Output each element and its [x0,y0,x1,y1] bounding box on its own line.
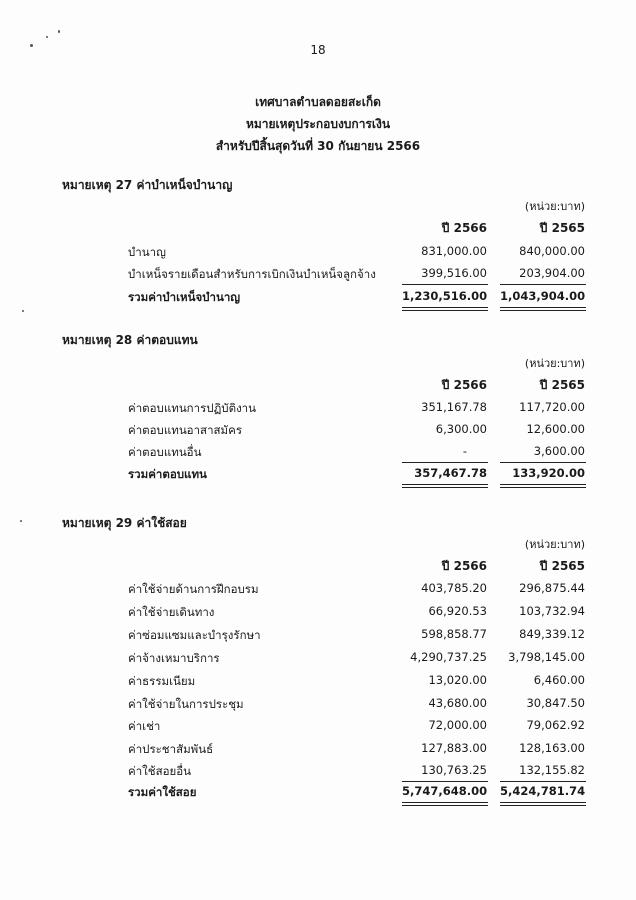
row-value-current: 43,680.00 [428,696,487,710]
year-header-prior: ปี 2565 [539,378,585,392]
row-label: ค่าซ่อมแซมและบำรุงรักษา [128,628,261,642]
row-label: ค่าเช่า [128,719,161,733]
total-double-rule [402,307,488,311]
scan-speck [46,36,48,38]
row-label: บำนาญ [128,245,166,259]
unit-label: (หน่วย:บาท) [524,357,585,370]
subtotal-rule [402,781,488,782]
doc-title: หมายเหตุประกอบงบการเงิน [245,117,391,131]
row-value-current: 351,167.78 [421,400,487,414]
row-value-prior: 128,163.00 [519,741,585,755]
row-value-prior: 6,460.00 [533,673,585,687]
row-label: ค่าใช้จ่ายด้านการฝึกอบรม [128,582,259,596]
row-label: ค่าใช้สอยอื่น [128,764,192,778]
row-label: ค่าใช้จ่ายเดินทาง [128,605,215,619]
row-value-prior: 12,600.00 [526,422,585,436]
row-label: ค่าใช้จ่ายในการประชุม [128,697,244,711]
row-value-current: 130,763.25 [421,763,487,777]
row-value-current: 66,920.53 [428,604,487,618]
total-label: รวมค่าตอบแทน [128,467,207,481]
subtotal-rule [402,284,488,285]
row-label: ค่าธรรมเนียม [128,674,196,688]
total-double-rule [500,484,586,488]
period-line: สำหรับปีสิ้นสุดวันที่ 30 กันยายน 2566 [215,139,421,153]
total-double-rule [500,307,586,311]
row-value-prior: 79,062.92 [526,718,585,732]
scan-speck [58,30,60,33]
row-value-current: 13,020.00 [428,673,487,687]
note-title: หมายเหตุ 28 ค่าตอบแทน [62,333,198,347]
row-label: ค่าตอบแทนอื่น [128,445,202,459]
page-number: 18 [310,43,326,57]
year-header-prior: ปี 2565 [539,559,585,573]
total-value-prior: 5,424,781.74 [500,784,586,798]
year-header-current: ปี 2566 [441,378,487,392]
row-value-prior: 132,155.82 [519,763,585,777]
total-double-rule [402,802,488,806]
row-label: บำเหน็จรายเดือนสำหรับการเบิกเงินบำเหน็จลูกจ้าง [128,267,376,281]
org-name: เทศบาลตำบลดอยสะเก็ด [255,95,381,109]
total-label: รวมค่าใช้สอย [128,785,197,799]
note-title: หมายเหตุ 27 ค่าบำเหน็จบำนาญ [62,178,233,192]
total-double-rule [402,484,488,488]
row-value-current: 598,858.77 [421,627,487,641]
year-header-current: ปี 2566 [441,221,487,235]
note-title: หมายเหตุ 29 ค่าใช้สอย [62,516,187,530]
row-value-current: 6,300.00 [435,422,487,436]
row-value-current: 831,000.00 [421,244,487,258]
row-value-prior: 840,000.00 [519,244,585,258]
unit-label: (หน่วย:บาท) [524,200,585,213]
row-value-current: 399,516.00 [421,266,487,280]
total-value-current: 5,747,648.00 [402,784,488,798]
row-value-current: 403,785.20 [421,581,487,595]
scan-speck [20,520,22,522]
row-value-prior: 30,847.50 [526,696,585,710]
total-double-rule [500,802,586,806]
row-value-current: - [462,444,467,458]
year-header-prior: ปี 2565 [539,221,585,235]
year-header-current: ปี 2566 [441,559,487,573]
subtotal-rule [402,462,488,463]
scan-speck [22,310,24,312]
row-value-prior: 849,339.12 [519,627,585,641]
subtotal-rule [500,462,586,463]
row-label: ค่าจ้างเหมาบริการ [128,651,220,665]
total-value-prior: 133,920.00 [512,466,585,480]
row-value-prior: 117,720.00 [519,400,585,414]
subtotal-rule [500,284,586,285]
row-value-prior: 3,600.00 [533,444,585,458]
row-value-prior: 203,904.00 [519,266,585,280]
total-value-current: 357,467.78 [414,466,487,480]
row-value-prior: 3,798,145.00 [508,650,585,664]
row-label: ค่าตอบแทนการปฏิบัติงาน [128,401,256,415]
total-value-prior: 1,043,904.00 [500,289,586,303]
row-value-current: 4,290,737.25 [410,650,487,664]
total-label: รวมค่าบำเหน็จบำนาญ [128,290,241,304]
row-value-current: 127,883.00 [421,741,487,755]
subtotal-rule [500,781,586,782]
row-label: ค่าตอบแทนอาสาสมัคร [128,423,242,437]
row-value-prior: 296,875.44 [519,581,585,595]
row-label: ค่าประชาสัมพันธ์ [128,742,214,756]
total-value-current: 1,230,516.00 [402,289,488,303]
unit-label: (หน่วย:บาท) [524,538,585,551]
row-value-prior: 103,732.94 [519,604,585,618]
row-value-current: 72,000.00 [428,718,487,732]
